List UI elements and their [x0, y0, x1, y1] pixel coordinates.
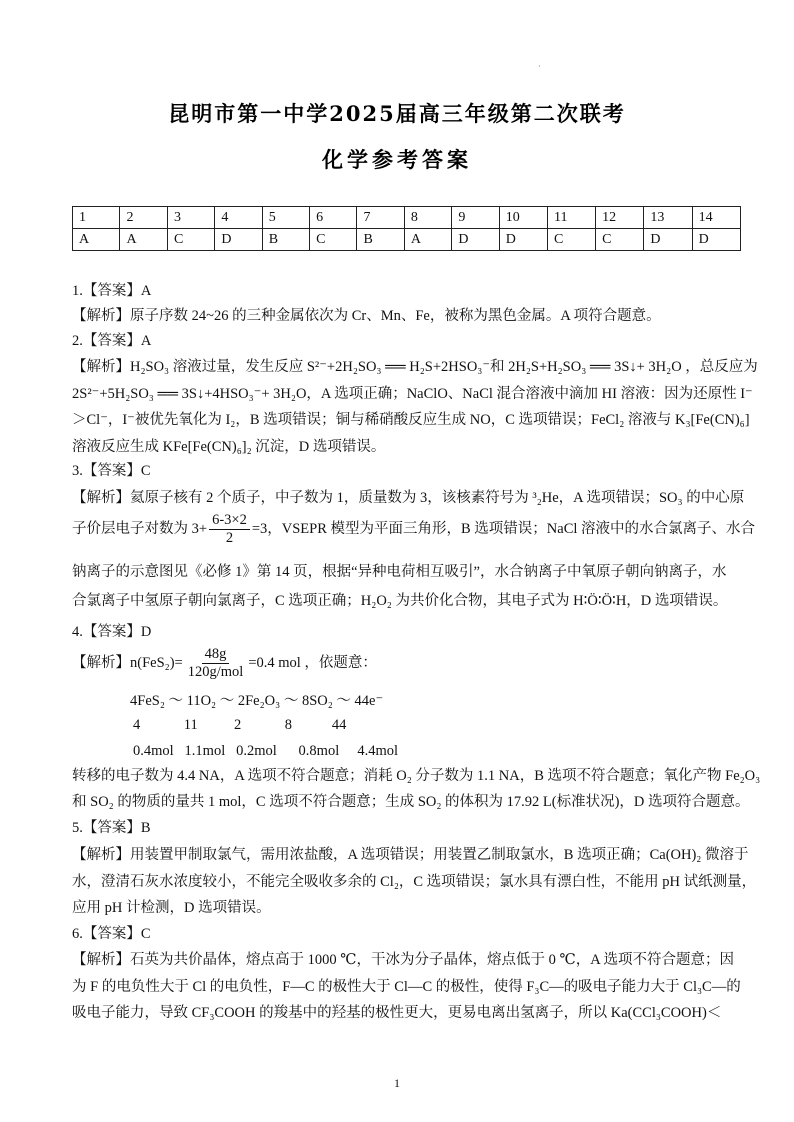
- question-number-cell: 5: [262, 207, 309, 229]
- answer-heading: 4.【答案】D: [72, 624, 152, 640]
- document-title: 昆明市第一中学2025届高三年级第二次联考: [168, 101, 626, 126]
- explanation-line: 0.4mol 1.1mol 0.2mol 0.8mol 4.4mol: [133, 743, 399, 759]
- answer-heading: 2.【答案】A: [72, 333, 152, 349]
- explanation-line: 溶液反应生成 KFe[Fe(CN)₆]₂ 沉淀，D 选项错误。: [72, 439, 386, 455]
- question-number-cell: 12: [596, 207, 644, 229]
- explanation-line: 合氯离子中氢原子朝向氯离子，C 选项正确；H₂O₂ 为共价化合物，其电子式为 H∶Ö∶Ö∶H，D 选项错误。: [72, 593, 728, 609]
- fraction-denominator: 120g/mol: [187, 664, 244, 680]
- explanation-line: 和 SO₂ 的物质的量共 1 mol，C 选项不符合题意；生成 SO₂ 的体积为 17.92 L(标准状况)，D 选项符合题意。: [72, 794, 750, 810]
- question-number-cell: 4: [215, 207, 262, 229]
- answer-cell: C: [548, 229, 596, 251]
- answer-heading: 3.【答案】C: [72, 463, 151, 479]
- question-number-cell: 6: [310, 207, 357, 229]
- answer-cell: B: [357, 229, 404, 251]
- answer-heading: 5.【答案】B: [72, 820, 151, 836]
- corner-mark: ·: [538, 62, 541, 71]
- explanation-line: 为 F 的电负性大于 Cl 的电负性，F—C 的极性大于 Cl—C 的极性，使得 F₃C—的吸电子能力大于 Cl₃C—的: [72, 979, 741, 995]
- line-suffix: =0.4 mol ，依题意：: [248, 654, 377, 671]
- question-number-cell: 8: [404, 207, 451, 229]
- answer-heading: 6.【答案】C: [72, 926, 151, 942]
- question-number-cell: 14: [692, 207, 740, 229]
- explanation-line: 水，澄清石灰水浓度较小，不能完全吸收多余的 Cl₂，C 选项错误；氯水具有漂白性，不能用 pH 试纸测量，: [72, 874, 757, 890]
- page-number: 1: [394, 1076, 400, 1090]
- explanation-line: 【解析】氦原子核有 2 个质子，中子数为 1，质量数为 3，该核素符号为 ³₂He，A 选项错误；SO₃ 的中心原: [72, 490, 745, 506]
- answer-cell: C: [167, 229, 214, 251]
- answer-cell: A: [404, 229, 451, 251]
- answer-table: [72, 206, 741, 251]
- answer-cell: C: [310, 229, 357, 251]
- explanation-line: 应用 pH 计检测，D 选项错误。: [72, 900, 271, 916]
- fraction-numerator: 48g: [202, 646, 230, 664]
- line-suffix: =3，VSEPR 模型为平面三角形，B 选项错误；NaCl 溶液中的水合氯离子、水合: [251, 520, 756, 537]
- answer-cell: D: [644, 229, 692, 251]
- line-prefix: 子价层电子对数为 3+: [72, 520, 208, 537]
- explanation-line: 【解析】用装置甲制取氯气，需用浓盐酸，A 选项错误；用装置乙制取氯水，B 选项正确；Ca(OH)₂ 微溶于: [72, 847, 749, 863]
- fraction: [209, 512, 250, 547]
- question-number-cell: 11: [548, 207, 596, 229]
- answer-cell: A: [120, 229, 167, 251]
- answer-cell: D: [499, 229, 547, 251]
- explanation-line: 2S²⁻+5H₂SO₃ ══ 3S↓+4HSO₃⁻+ 3H₂O，A 选项正确；NaClO、NaCl 混合溶液中滴加 HI 溶液：因为还原性 I⁻: [72, 386, 753, 402]
- fraction-text-line: [72, 512, 755, 547]
- question-number-cell: 3: [167, 207, 214, 229]
- question-number-cell: 1: [73, 207, 120, 229]
- explanation-line: 4 11 2 8 44: [133, 717, 347, 733]
- question-number-cell: 2: [120, 207, 167, 229]
- explanation-line: 【解析】石英为共价晶体，熔点高于 1000 ℃，干冰为分子晶体，熔点低于 0 ℃，A 选项不符合题意；因: [72, 952, 734, 968]
- explanation-line: 4FeS₂ ～ 11O₂ ～ 2Fe₂O₃ ～ 8SO₂ ～ 44e⁻: [130, 693, 384, 709]
- answer-cell: D: [452, 229, 499, 251]
- answer-table-number-row: [73, 207, 741, 229]
- answer-cell: D: [692, 229, 740, 251]
- explanation-line: 吸电子能力，导致 CF₃COOH 的羧基中的羟基的极性更大，更易电离出氢离子，所以 Ka(CCl₃COOH)＜: [72, 1005, 722, 1021]
- explanation-line: 【解析】H₂SO₃ 溶液过量，发生反应 S²⁻+2H₂SO₃ ══ H₂S+2HSO₃⁻和 2H₂S+H₂SO₃ ══ 3S↓+ 3H₂O ，总反应为: [72, 359, 758, 375]
- answer-cell: A: [73, 229, 120, 251]
- question-number-cell: 7: [357, 207, 404, 229]
- fraction-denominator: 2: [225, 530, 234, 546]
- answer-cell: D: [215, 229, 262, 251]
- fraction: [185, 646, 247, 681]
- explanation-line: ＞Cl⁻，I⁻被优先氧化为 I₂，B 选项错误；铜与稀硝酸反应生成 NO，C 选项错误；FeCl₂ 溶液与 K₃[Fe(CN)₆]: [72, 412, 750, 428]
- answer-table-answer-row: [73, 229, 741, 251]
- explanation-line: 钠离子的示意图见《必修 1》第 14 页，根据“异种电荷相互吸引”，水合钠离子中氧原子朝向钠离子，水: [72, 564, 727, 580]
- line-prefix: 【解析】n(FeS₂)=: [72, 654, 183, 671]
- answer-cell: B: [262, 229, 309, 251]
- answer-heading: 1.【答案】A: [72, 283, 152, 299]
- question-number-cell: 10: [499, 207, 547, 229]
- answer-cell: C: [596, 229, 644, 251]
- explanation-line: 【解析】原子序数 24~26 的三种金属依次为 Cr、Mn、Fe，被称为黑色金属。A 项符合题意。: [72, 308, 661, 324]
- question-number-cell: 13: [644, 207, 692, 229]
- fraction-text-line: [72, 646, 377, 681]
- question-number-cell: 9: [452, 207, 499, 229]
- document-subtitle: 化学参考答案: [322, 147, 472, 172]
- fraction-numerator: 6-3×2: [209, 512, 250, 530]
- explanation-line: 转移的电子数为 4.4 NA，A 选项不符合题意；消耗 O₂ 分子数为 1.1 NA，B 选项不符合题意；氧化产物 Fe₂O₃: [72, 768, 761, 784]
